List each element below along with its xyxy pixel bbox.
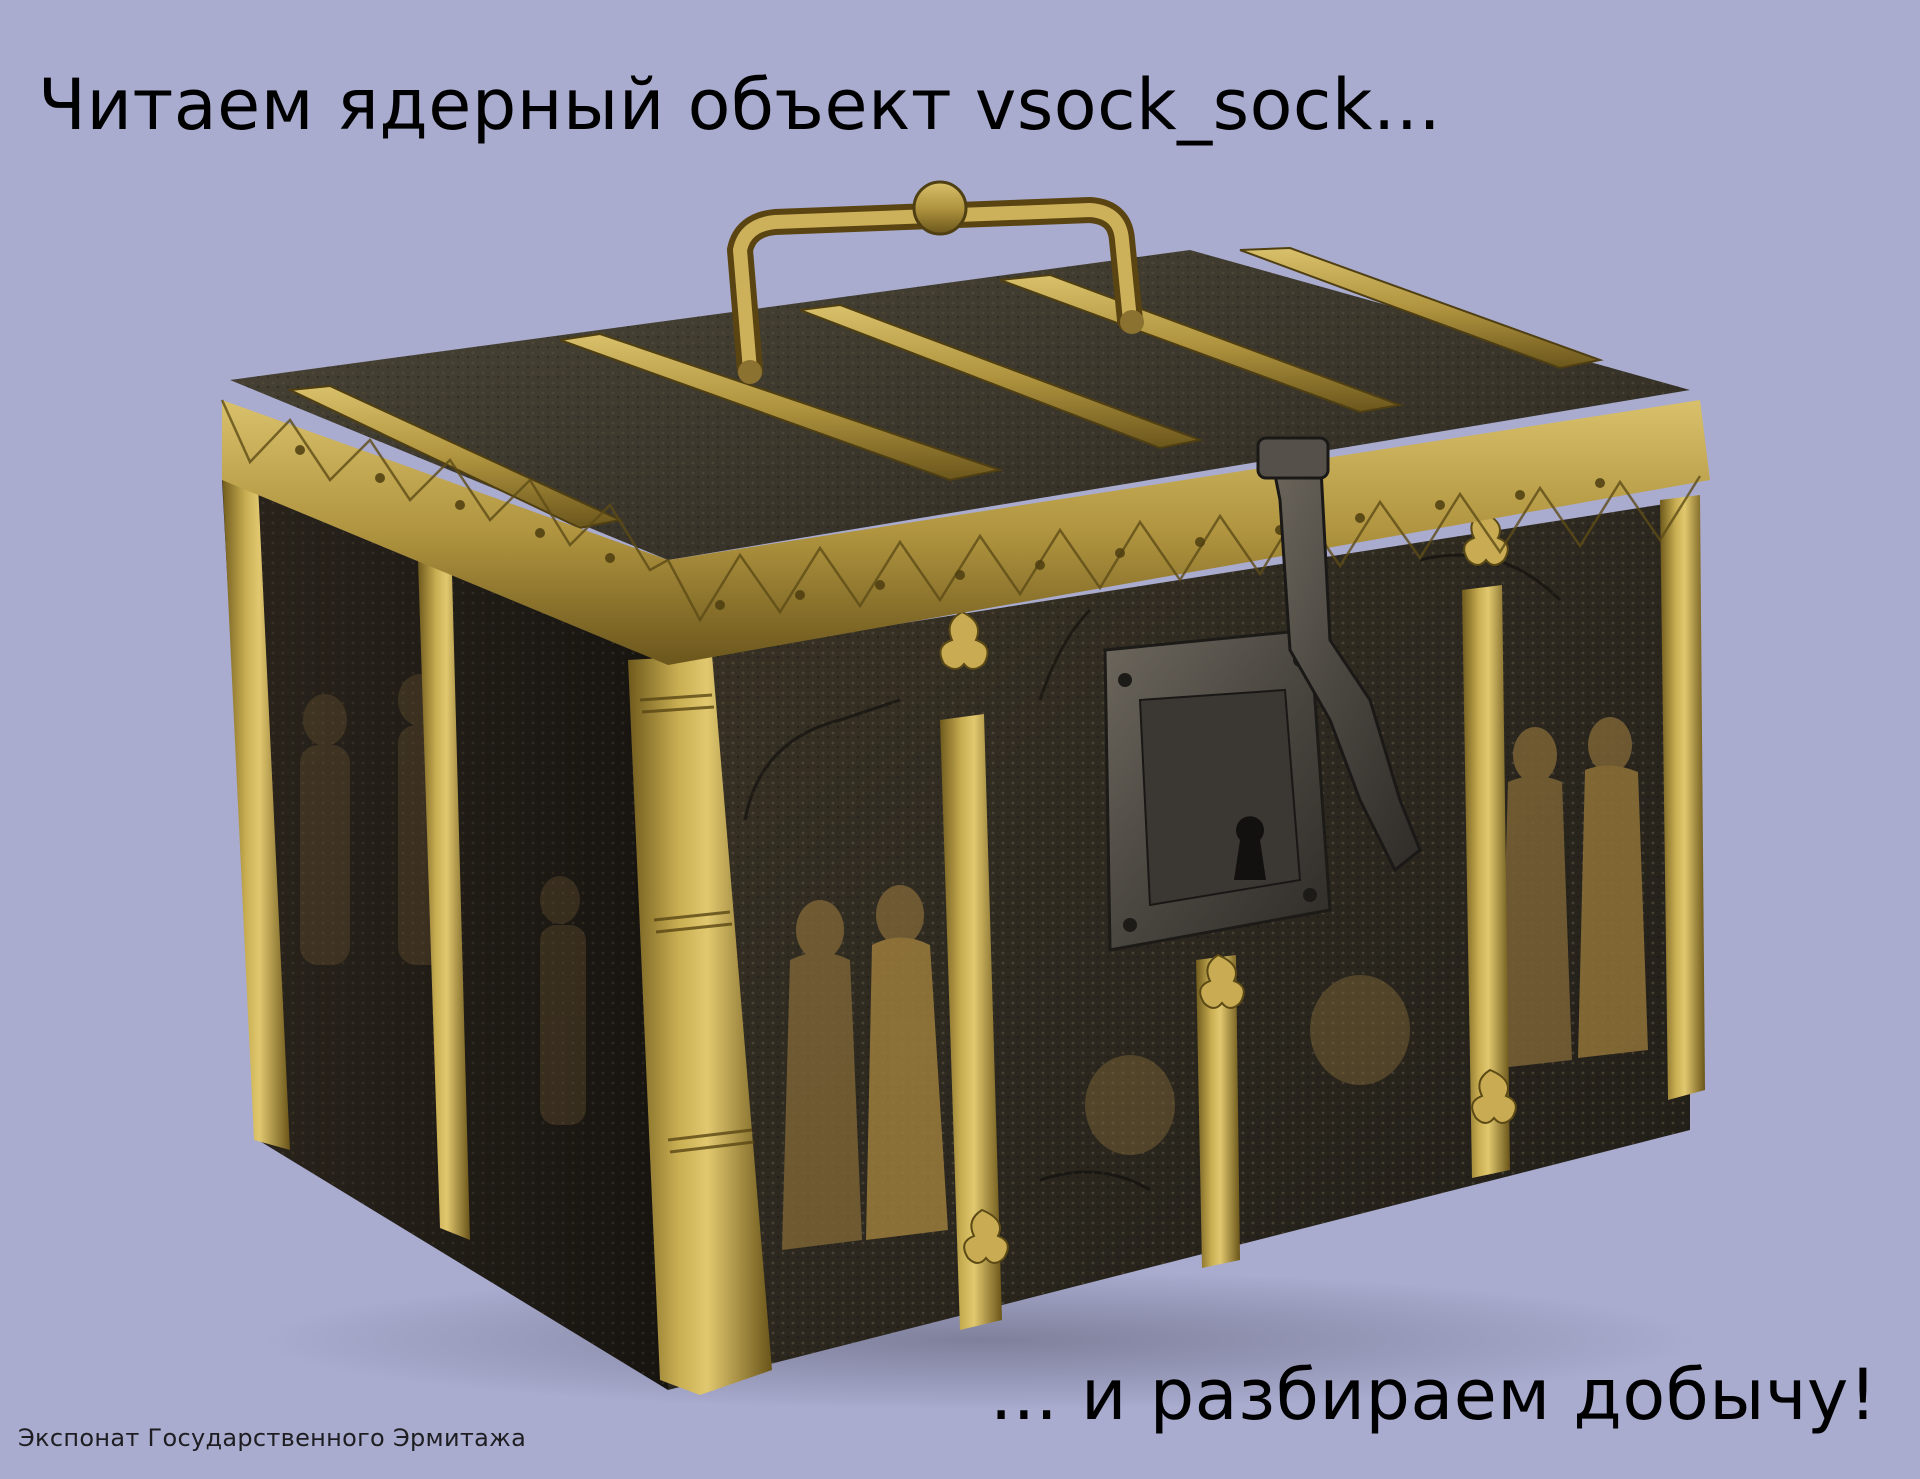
bottom-caption: ... и разбираем добычу! [990, 1354, 1878, 1436]
top-caption: Читаем ядерный объект vsock_sock... [38, 64, 1442, 146]
photo-credit: Экспонат Государственного Эрмитажа [18, 1424, 527, 1452]
